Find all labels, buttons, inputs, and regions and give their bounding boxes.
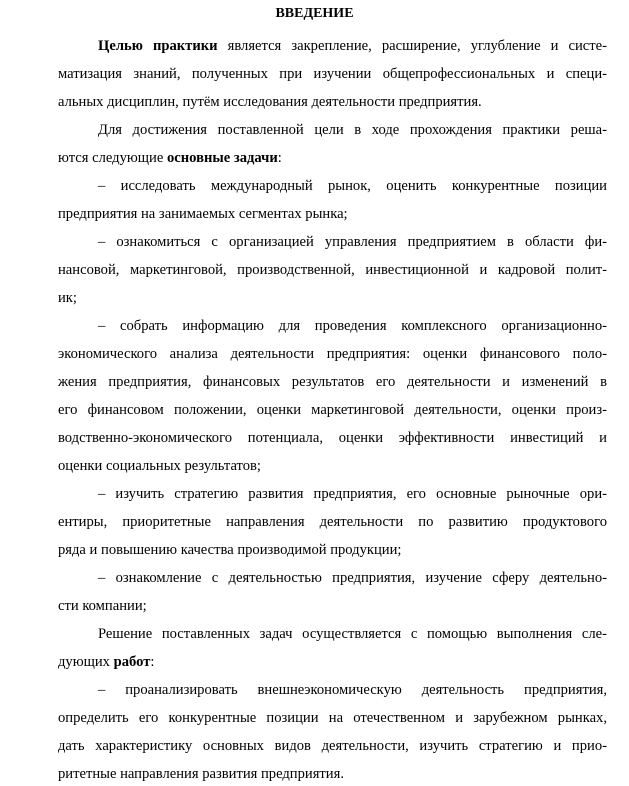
works-colon: : — [150, 654, 155, 670]
task-4-line-2: ентиры, приоритетные направления деятельности по развитию продуктового — [58, 514, 607, 530]
goal-bold-term: Целью практики — [98, 38, 218, 54]
tasks-bold-term: основные задачи — [166, 150, 278, 166]
task-3-line-4: его финансовом положении, оценки маркетинговой деятельности, оценки произ- — [58, 402, 607, 418]
task-4-line-3: ряда и повышению качества производимой продукции; — [58, 542, 402, 558]
task-2-line-3: ик; — [58, 290, 77, 306]
work-1-line-2: определить его конкурентные позиции на отечественном и зарубежном рынках, — [58, 710, 607, 726]
task-5-line-2: сти компании; — [58, 598, 147, 614]
works-bold-term: работ — [113, 654, 151, 670]
works-intro-line-1: Решение поставленных задач осуществляется с помощью выполнения сле- — [98, 626, 607, 642]
task-3-line-5: водственно-экономического потенциала, оценки эффективности инвестиций и — [58, 430, 607, 446]
tasks-intro-text: ются следующие — [58, 150, 167, 166]
works-intro-line-2 — [58, 649, 607, 677]
task-1-line-2: предприятия на занимаемых сегментах рынка; — [58, 206, 348, 222]
goal-paragraph-line-2: матизация знаний, полученных при изучении общепрофессиональных и специ- — [58, 66, 607, 82]
tasks-intro-line-1: Для достижения поставленной цели в ходе прохождения практики реша- — [98, 122, 607, 138]
work-1-line-3: дать характеристику основных видов деятельности, изучить стратегию и прио- — [58, 738, 607, 754]
task-3-line-3: жения предприятия, финансовых результатов его деятельности и изменений в — [58, 374, 607, 390]
task-2-line-1: – ознакомиться с организацией управления предприятием в области фи- — [98, 234, 607, 250]
task-2-line-2: нансовой, маркетинговой, производственной, инвестиционной и кадровой полит- — [58, 262, 607, 278]
task-3-line-2: экономического анализа деятельности предприятия: оценки финансового поло- — [58, 346, 607, 362]
task-1-line-1: – исследовать международный рынок, оценить конкурентные позиции — [98, 178, 607, 194]
goal-text: является закрепление, расширение, углубление и систе- — [217, 38, 607, 54]
task-4-line-1: – изучить стратегию развития предприятия, его основные рыночные ори- — [98, 486, 607, 502]
task-5-line-1: – ознакомление с деятельностью предприятия, изучение сферу деятельно- — [98, 570, 607, 586]
page-title: ВВЕДЕНИЕ — [275, 6, 354, 21]
task-3-line-1: – собрать информацию для проведения комплексного организационно- — [98, 318, 607, 334]
work-1-line-1: – проанализировать внешнеэкономическую деятельность предприятия, — [98, 682, 607, 698]
works-intro-text: дующих — [58, 654, 114, 670]
goal-paragraph-line-1 — [98, 33, 607, 61]
tasks-intro-line-2 — [58, 145, 607, 173]
tasks-colon: : — [277, 150, 282, 166]
work-1-line-4: ритетные направления развития предприятия. — [58, 766, 344, 782]
goal-paragraph-line-3: альных дисциплин, путём исследования деятельности предприятия. — [58, 94, 482, 110]
task-3-line-6: оценки социальных результатов; — [58, 458, 261, 474]
